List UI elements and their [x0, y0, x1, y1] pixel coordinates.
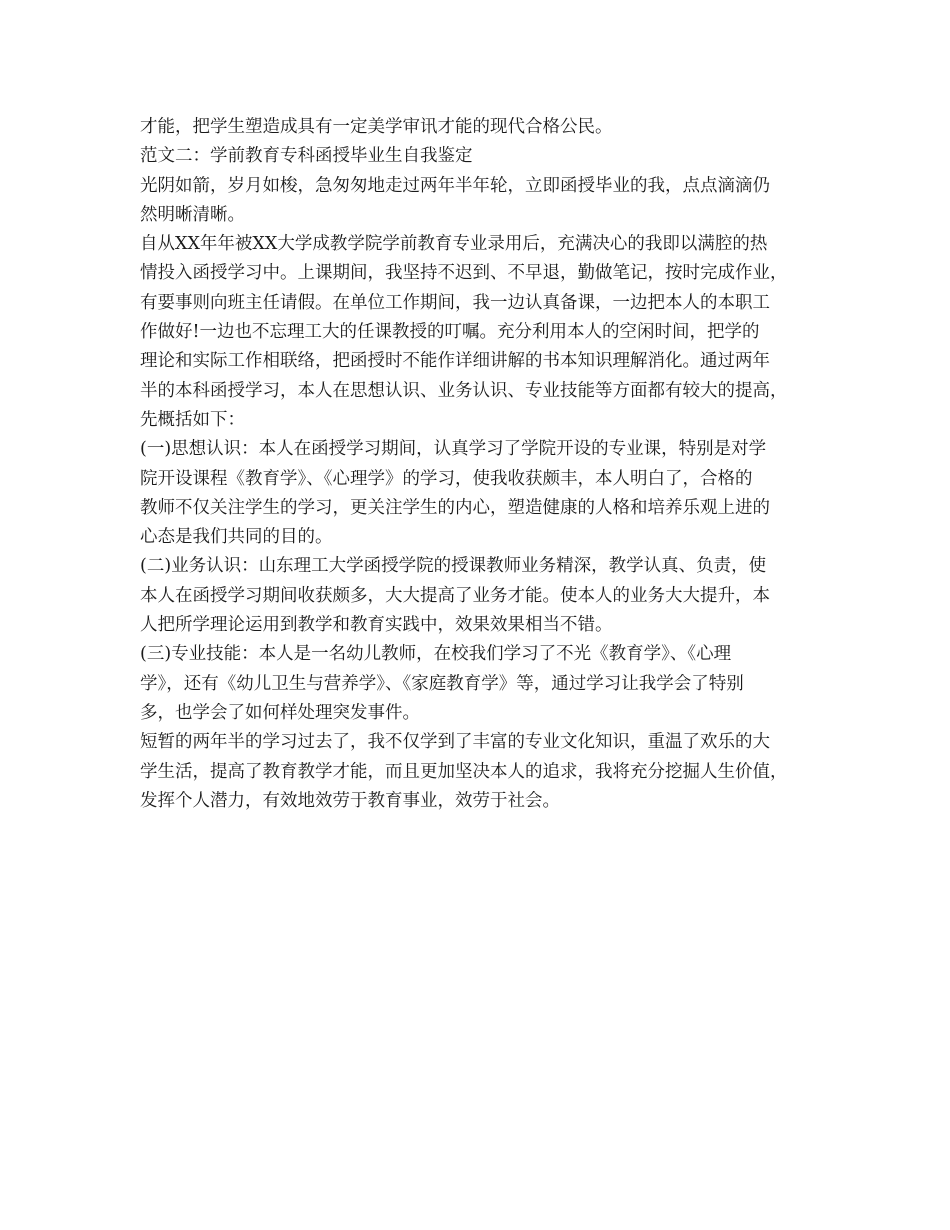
text-line: 有要事则向班主任请假。在单位工作期间，我一边认真备课，一边把本人的本职工 — [140, 292, 770, 313]
text-line: 多，也学会了如何样处理突发事件。 — [140, 702, 420, 723]
text-line: 院开设课程《教育学》、《心理学》的学习，使我收获颇丰，本人明白了，合格的 — [140, 468, 753, 489]
text-line: 短暂的两年半的学习过去了，我不仅学到了丰富的专业文化知识，重温了欢乐的大 — [140, 732, 770, 753]
document-body — [140, 113, 820, 816]
section-title: 范文二：学前教育专科函授毕业生自我鉴定 — [140, 146, 473, 167]
text-line: (二)业务认识：山东理工大学函授学院的授课教师业务精深，教学认真、负责，使 — [140, 556, 767, 577]
text-line: 教师不仅关注学生的学习，更关注学生的内心，塑造健康的人格和培养乐观上进的 — [140, 497, 770, 518]
text-line: 心态是我们共同的目的。 — [140, 527, 333, 548]
text-line: 光阴如箭，岁月如梭，急匆匆地走过两年半年轮，立即函授毕业的我，点点滴滴仍 — [140, 175, 770, 196]
text-line: 半的本科函授学习，本人在思想认识、业务认识、专业技能等方面都有较大的提高， — [140, 380, 788, 401]
text-line: 发挥个人潜力，有效地效劳于教育事业，效劳于社会。 — [140, 790, 560, 811]
text-line: 本人在函授学习期间收获颇多，大大提高了业务才能。使本人的业务大大提升，本 — [140, 585, 770, 606]
text-line: 人把所学理论运用到教学和教育实践中，效果效果相当不错。 — [140, 615, 613, 636]
text-line: 才能，把学生塑造成具有一定美学审讯才能的现代合格公民。 — [140, 117, 613, 137]
text-line: 理论和实际工作相联络，把函授时不能作详细讲解的书本知识理解消化。通过两年 — [140, 351, 770, 372]
text-line: 情投入函授学习中。上课期间，我坚持不迟到、不早退，勤做笔记，按时完成作业， — [140, 263, 788, 284]
text-line: 先概括如下： — [140, 409, 245, 430]
text-line: 自从XX年年被XX大学成教学院学前教育专业录用后，充满决心的我即以满腔的热 — [140, 234, 768, 255]
text-line: 学生活，提高了教育教学才能，而且更加坚决本人的追求，我将充分挖掘人生价值， — [140, 761, 788, 782]
text-line: 然明晰清晰。 — [140, 204, 245, 225]
text-line: (一)思想认识：本人在函授学习期间，认真学习了学院开设的专业课，特别是对学 — [140, 439, 767, 460]
text-line: (三)专业技能：本人是一名幼儿教师，在校我们学习了不光《教育学》、《心理 — [140, 644, 732, 665]
text-line: 学》，还有《幼儿卫生与营养学》、《家庭教育学》等，通过学习让我学会了特别 — [140, 673, 744, 694]
text-line: 作做好!一边也不忘理工大的任课教授的叮嘱。充分利用本人的空闲时间，把学的 — [140, 322, 760, 343]
